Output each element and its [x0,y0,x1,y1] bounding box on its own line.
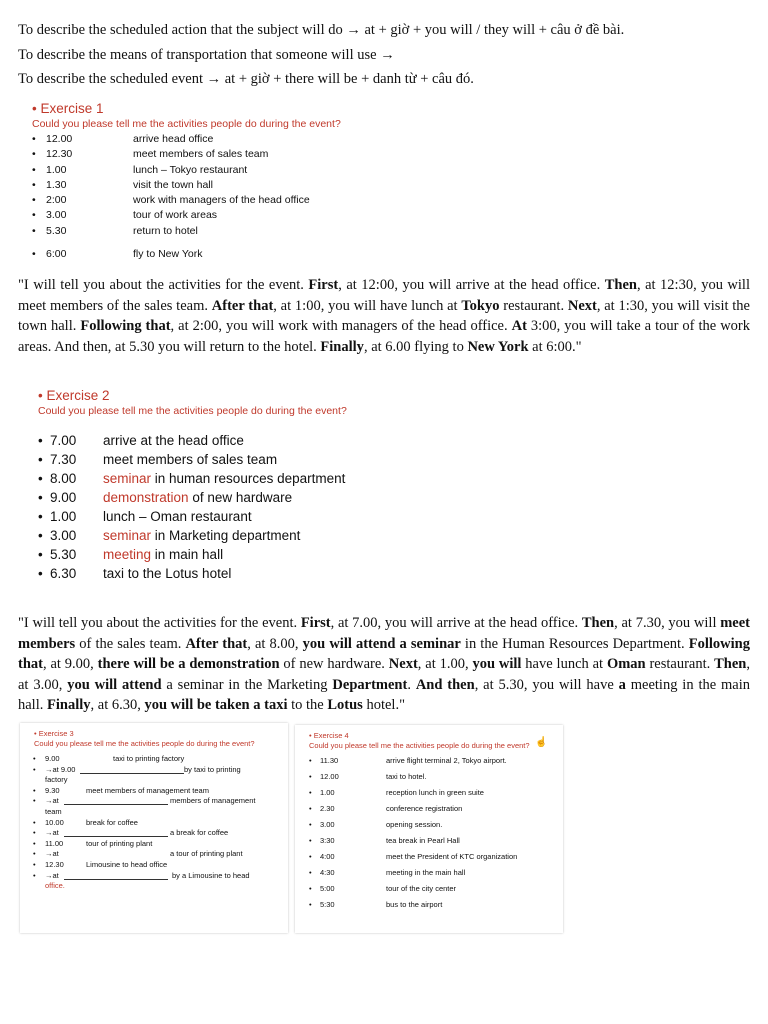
exercise-3-image [20,723,288,933]
activity-label: work with managers of the head office [133,194,310,207]
activity-label: lunch – Oman restaurant [103,509,252,524]
list-item: • 1.00 reception lunch in green suite [309,788,484,797]
list-item: • 4:30 meeting in the main hall [309,868,466,877]
time-label: 5.30 [46,224,67,237]
exercise-2 [38,388,398,583]
exercise-3-question: Could you please tell me the activities people do during the event? [34,739,255,748]
list-item: • 3.00 tour of work areas [32,208,372,223]
activity-label: of new hardware [188,490,293,505]
time-label: 8.00 [50,471,77,486]
exercise-4-list [295,753,563,913]
answer-blank [64,828,168,837]
highlight-word: meeting [103,547,152,562]
list-item: • →at members of management [33,796,256,806]
exercise-4-heading: • Exercise 4 [309,731,349,740]
activity-label: meet members of sales team [103,452,278,467]
time-label: 3.00 [50,528,77,543]
answer-paragraph-1: "I will tell you about the activities for the event. First, at 12:00, you will arrive at the head office. Then, at 12:30, you will meet members of the sales team. After that, at 1:00, you will have lunch at Tokyo restaurant. Next, at 1:30, you will visit the town hall. Following that, at 2:00, you will work with managers of the head office. At 3:00, you will take a tour of the work areas. And then, at 5.30 you will return to the hotel. Finally, at 6.00 flying to New York at 6:00." [18,277,750,355]
intro-line-transport: To describe the means of transportation that someone will use → [18,47,395,63]
list-item: • 6.30 taxi to the Lotus hotel [38,566,232,581]
exercise-1-heading: • Exercise 1 [32,101,104,116]
list-item: • →at 9.00 by taxi to printing [33,764,241,774]
activity-label: fly to New York [133,248,203,261]
list-item: • 9.00 demonstration of new hardware [38,490,293,505]
activity-label: return to hotel [133,224,198,237]
activity-label: arrive head office [133,133,214,145]
list-item: • 3.00 opening session. [309,820,443,829]
list-item: • 9.00 taxi to printing factory [33,754,185,763]
list-item: • 1.00 lunch – Oman restaurant [38,509,252,524]
time-label: 6.30 [50,566,77,581]
list-item: • 12.30 meet members of sales team [32,147,372,162]
answer-blank [80,765,184,774]
highlight-word: seminar [103,528,152,543]
list-item: • 10.00 break for coffee [33,817,138,827]
time-label: 7.30 [50,452,77,467]
list-item: • 5:30 bus to the airport [309,900,443,909]
time-label: 12.30 [46,148,73,161]
list-item: • 2.30 conference registration [309,804,463,813]
list-item: • 7.30 meet members of sales team [38,452,278,467]
time-label: 7.00 [50,433,77,448]
answer-blank [64,871,168,880]
list-item: • 5:00 tour of the city center [309,884,457,893]
highlight-word: demonstration [103,490,189,505]
list-item: • 12.00 taxi to hotel. [309,772,427,781]
list-item: • 5.30 return to hotel [32,224,372,239]
list-item: • 12.30 Limousine to head office [33,859,168,869]
exercise-2-list [38,431,398,583]
time-label: 5.30 [50,547,77,562]
time-label: 9.00 [50,490,77,505]
list-item: • 11.00 tour of printing plant [33,838,153,848]
list-item: office. [45,881,65,891]
list-item: team [45,806,62,816]
exercise-1 [32,101,372,262]
time-label: 1.30 [46,178,67,191]
activity-label: arrive at the head office [103,433,244,448]
exercise-3-heading: • Exercise 3 [34,729,74,738]
time-label: 6:00 [46,248,67,261]
list-item: • →at a break for coffee [33,828,229,838]
list-item: • 1.00 lunch – Tokyo restaurant [32,163,372,178]
list-item: • 8.00 seminar in human resources department [38,471,346,486]
exercise-3-list [20,754,288,892]
list-item: • 1.30 visit the town hall [32,178,372,193]
activity-label: taxi to the Lotus hotel [103,566,232,581]
list-item: • 4:00 meet the President of KTC organization [309,852,518,861]
activity-label: tour of work areas [133,209,218,222]
answer-paragraph-2: "I will tell you about the activities for the event. First, at 7.00, you will arrive at the head office. Then, at 7.30, you will meet members of the sales team. After that, at 8.00, you will attend a seminar in the Human Resources Department. Following that, at 9.00, there will be a demonstration of new hardware. Next, at 1.00, you will have lunch at Oman restaurant. Then, at 3.00, you will attend a seminar in the Marketing Department. And then, at 5.30, you will have a meeting in the main hall. Finally, at 6.30, you will be taken a taxi to the Lotus hotel." [18,615,751,713]
exercise-2-heading: • Exercise 2 [38,388,110,403]
exercise-4-image [295,725,563,933]
list-item: • 11.30 arrive flight terminal 2, Tokyo airport. [309,756,507,765]
activity-label: in Marketing department [151,528,301,543]
activity-label: meet members of sales team [133,148,269,161]
list-item: • →at a tour of printing plant [33,849,243,859]
list-item: • 7.00 arrive at the head office [38,433,244,448]
time-label: 1.00 [46,163,67,176]
list-item: • 12.00 arrive head office [32,132,372,147]
time-label: 12.00 [46,133,73,145]
list-item: • 2:00 work with managers of the head office [32,193,372,208]
activity-label: lunch – Tokyo restaurant [133,163,248,176]
list-item: • 3:30 tea break in Pearl Hall [309,836,460,845]
highlight-word: seminar [103,471,152,486]
list-item: factory [45,775,68,785]
exercise-1-list [32,132,372,262]
list-item: • 5.30 meeting in main hall [38,547,224,562]
activity-label: visit the town hall [133,178,213,191]
activity-label: in main hall [151,547,224,562]
exercise-1-question: Could you please tell me the activities people do during the event? [32,118,341,130]
answer-blank [64,796,168,805]
hand-cursor-icon: ☝ [535,737,548,748]
time-label: 1.00 [50,509,77,524]
activity-label: in human resources department [151,471,346,486]
list-item: • →at by a Limousine to head [33,870,250,880]
list-item: • 6:00 fly to New York [32,247,372,262]
exercise-2-question: Could you please tell me the activities people do during the event? [38,405,347,417]
time-label: 2:00 [46,194,67,207]
time-label: 3.00 [46,209,67,222]
list-item: • 3.00 seminar in Marketing department [38,528,301,543]
list-item: • 9.30 meet members of management team [33,785,209,795]
exercise-4-question: Could you please tell me the activities people do during the event? [309,741,530,750]
intro-line-event: To describe the scheduled event → at + giờ + there will be + danh từ + câu đó. [18,71,474,87]
intro-line-action: To describe the scheduled action that the subject will do → at + giờ + you will / they will + câu ở đề bài. [18,22,625,38]
